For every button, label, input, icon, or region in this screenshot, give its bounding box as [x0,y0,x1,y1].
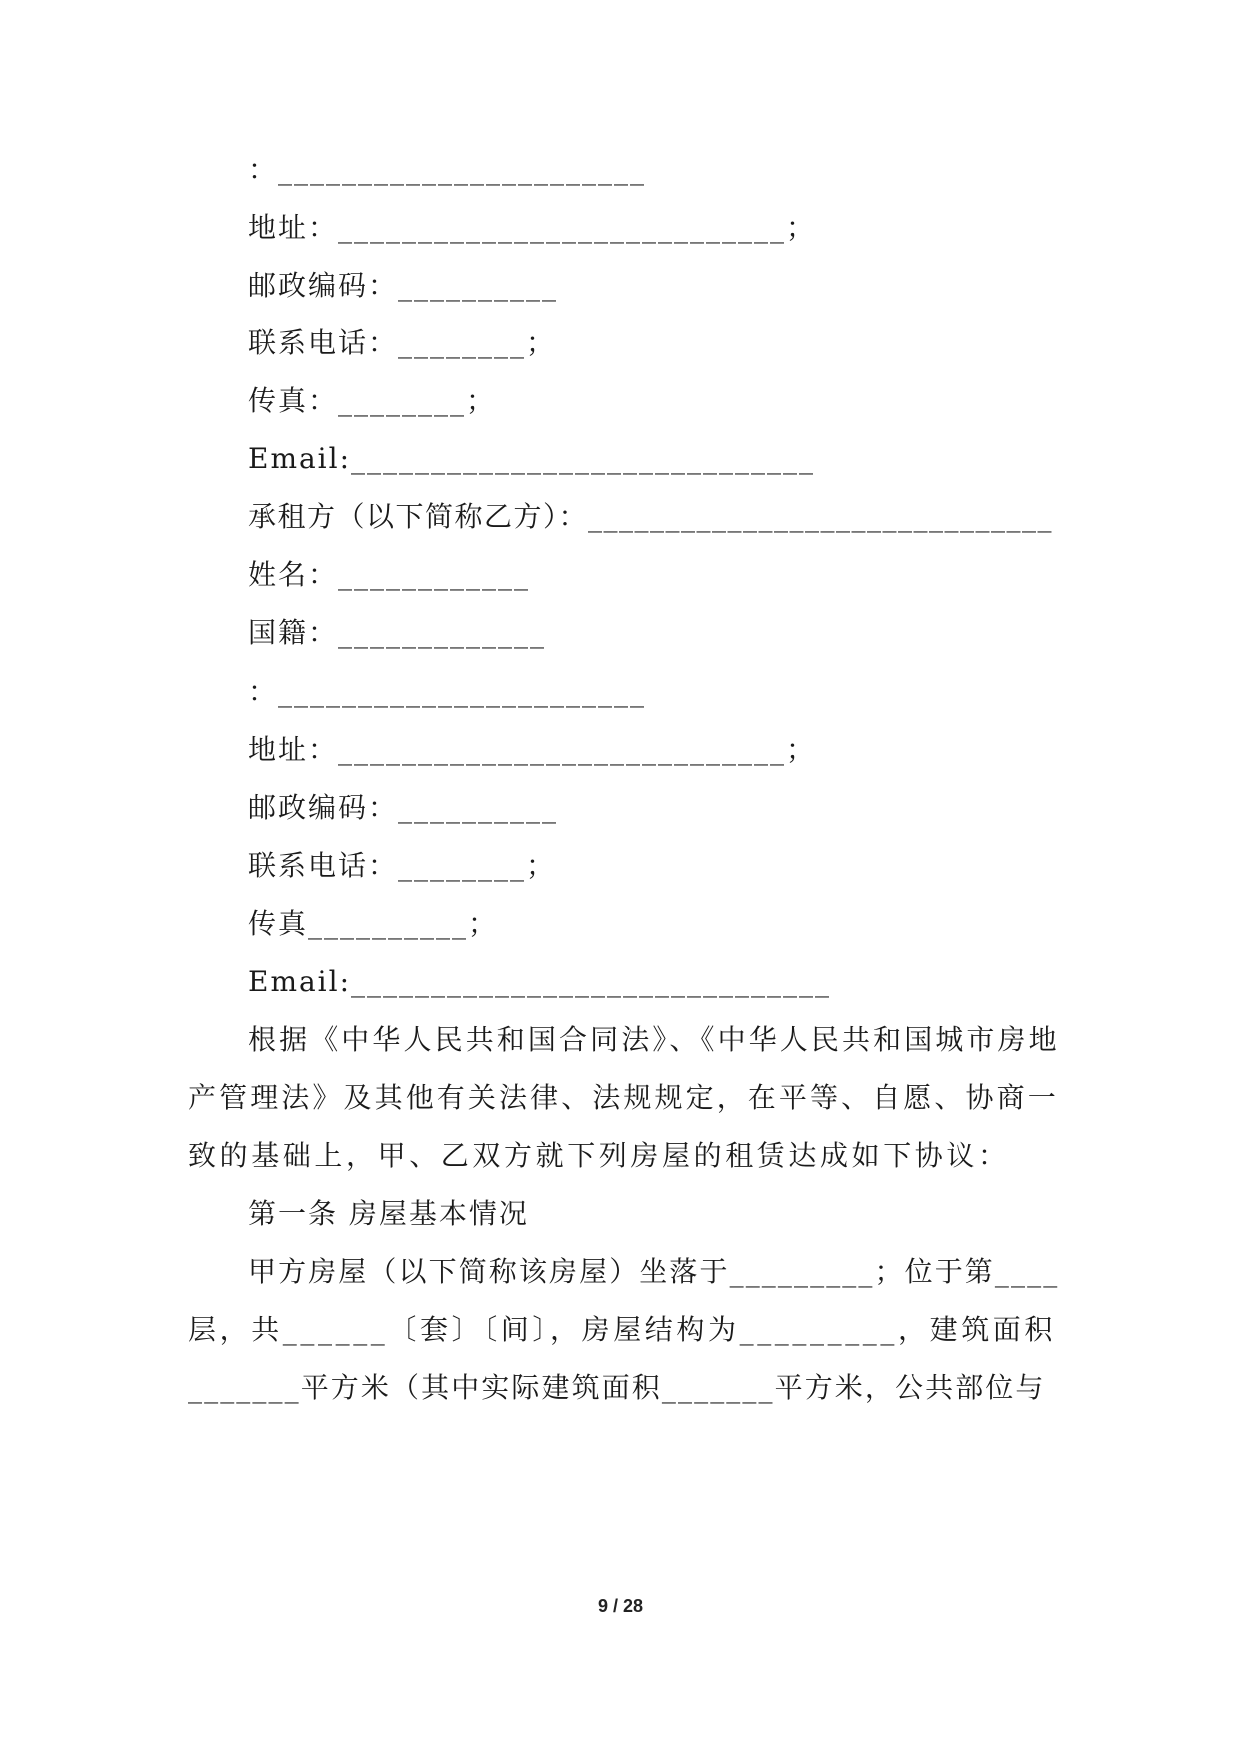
preamble-line-1: 根据《中华人民共和国合同法》、《中华人民共和国城市房地 [248,1023,1060,1056]
lessee-nationality-line: 国籍：_____________ [248,616,547,649]
lessee-phone-line: 联系电话：________； [248,849,557,882]
article-1-line-1: 甲方房屋（以下简称该房屋）坐落于_________；位于第____ [248,1255,1060,1288]
preamble-line-3: 致的基础上，甲、乙双方就下列房屋的租赁达成如下协议： [188,1139,1010,1172]
lessee-address-line: 地址：____________________________； [248,733,817,766]
lessor-address-line: 地址：____________________________； [248,211,817,244]
lessor-phone-line: 联系电话：________； [248,326,557,359]
preamble-line-2: 产管理法》及其他有关法律、法规规定，在平等、自愿、协商一 [188,1081,1059,1114]
page-number: 9 / 28 [597,1596,644,1616]
lessor-id-line: ：_______________________ [248,153,647,186]
lessee-email-line: Email:______________________________ [248,965,832,998]
lessor-email-line: Email:_____________________________ [248,442,816,475]
lessee-title-line: 承租方（以下简称乙方）：______________________________ [248,500,1054,533]
article-1-heading: 第一条 房屋基本情况 [248,1197,529,1230]
lessee-fax-line: 传真__________； [248,907,499,940]
article-1-line-2: 层，共______〔套〕〔间〕，房屋结构为_________，建筑面积 [188,1313,1057,1346]
lessor-postal-code-line: 邮政编码：__________ [248,269,559,302]
lessee-postal-code-line: 邮政编码：__________ [248,791,559,824]
lessee-name-line: 姓名：____________ [248,558,531,591]
lessor-fax-line: 传真：________； [248,384,497,417]
article-1-line-3: _______平方米（其中实际建筑面积_______平方米，公共部位与 [188,1371,1046,1404]
lessee-id-line: ：_______________________ [248,675,647,708]
